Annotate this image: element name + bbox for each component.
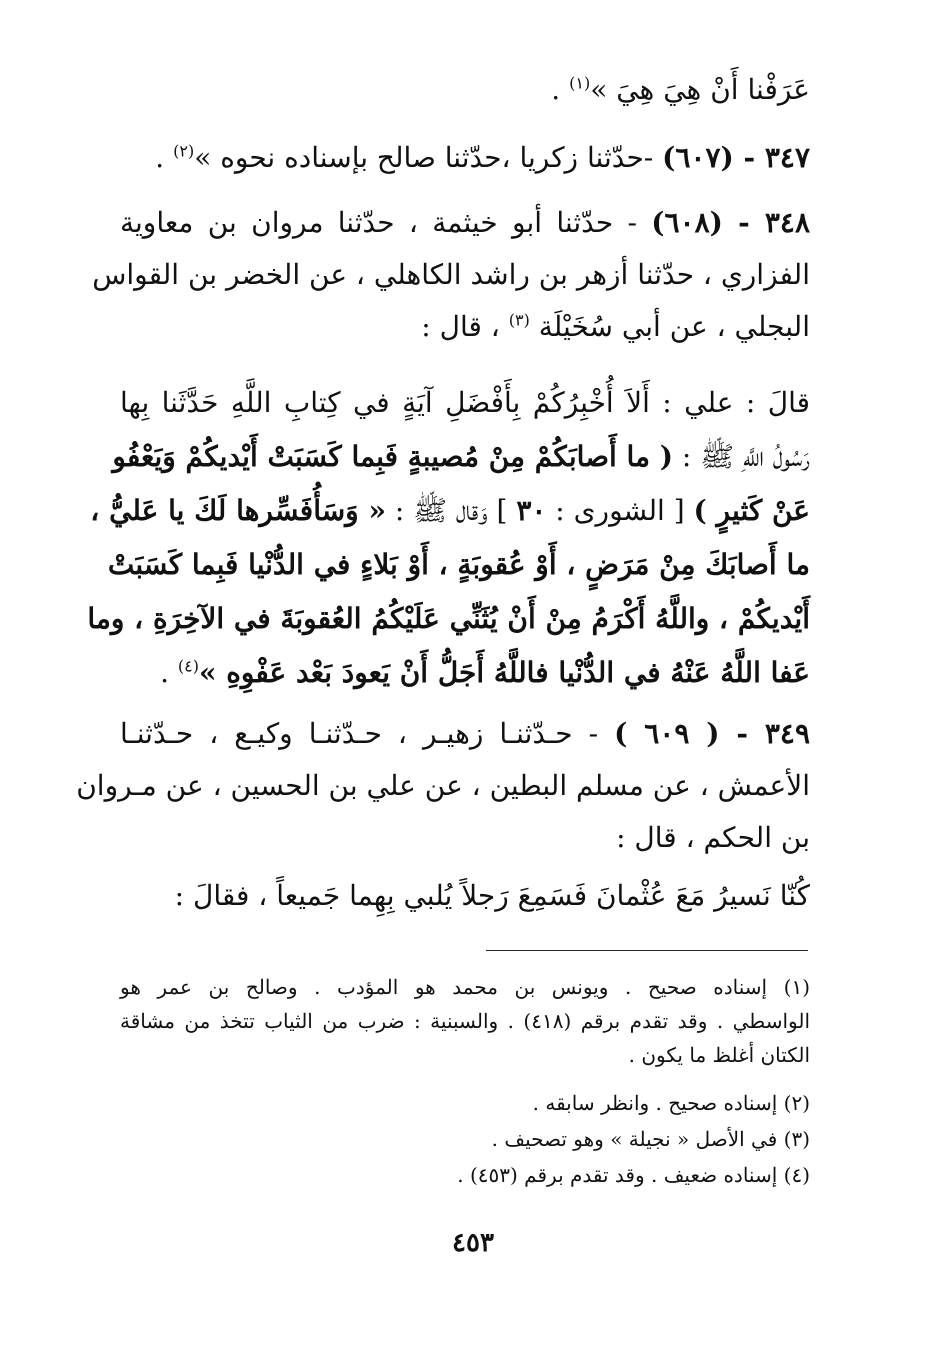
footnote-ref-2: (٢): [173, 141, 195, 161]
hadith-348-text-3: عَنْ كَثيرٍ ) [ الشورى : ٣٠ ] وَقال ﷺ : « وَسَأُفَسِّرها لَكَ يا عَليُّ ،: [90, 494, 810, 527]
hadith-348-text-5: أَيْديكُمْ ، واللَّهُ أَكْرَمُ مِنْ أَنْ يُثَنِّي عَلَيْكُمُ العُقوبَةَ في الآخِرَةِ ، وما: [87, 602, 810, 635]
hadith-348-text-4: ما أَصابَكَ مِنْ مَرَضٍ ، أَوْ عُقوبَةٍ ، أَوْ بَلاءٍ في الدُّنْيا فَبِما كَسَبَتْ: [107, 548, 810, 581]
hadith-349-line-2: الأعمش ، عن مسلم البطين ، عن علي بن الحسين ، عن مـروان: [76, 769, 810, 802]
hadith-348-text-1: قالَ : علي : أَلاَ أُخْبِرُكُمْ بِأَفْضَلِ آيَةٍ في كِتابِ اللَّهِ حَدَّثَنا بِها: [120, 386, 810, 419]
footnote-1-line-2: الواسطي . وقد تقدم برقم (٤١٨) . والسبنية : ضرب من الثياب تتخذ من مشاقة: [120, 1009, 811, 1033]
hadith-349-text-1: كُنّا نَسيرُ مَعَ عُثْمانَ فَسَمِعَ رَجلاً يُلبي بِهِما جَميعاً ، فقالَ :: [174, 879, 810, 912]
page-number: ٤٥٣: [452, 1228, 494, 1258]
intro-line: عَرَفْنا أَنْ هِيَ هِيَ »$^{(١)}$ .: [551, 73, 810, 106]
hadith-number: ٣٤٩ - ( ٦٠٩ ): [614, 717, 810, 750]
footnote-3: (٣) في الأصل « نجيلة » وهو تصحيف .: [491, 1127, 810, 1151]
hadith-349-line-1: ٣٤٩ - ( ٦٠٩ ) - حـدّثنـا زهيـر ، حـدّثنـا وكيـع ، حـدّثنـا: [120, 717, 810, 750]
quran-verse: ( ما أَصابَكُمْ مِنْ مُصيبةٍ فَبِما كَسَبَتْ أَيْديكُمْ وَيَعْفُو: [112, 440, 674, 473]
hadith-347: ٣٤٧ - (٦٠٧) -حدّثنا زكريا ،حدّثنا صالح بإسناده نحوه »$^{(٢)}$ .: [155, 141, 810, 174]
footnote-ref-3: (٣): [508, 310, 530, 330]
hadith-number: ٣٤٧ - (٦٠٧): [662, 141, 810, 174]
footnote-1-line-1: (١) إسناده صحيح . ويونس بن محمد هو المؤدب . وصالح بن عمر هو: [120, 975, 810, 999]
footnote-divider: [486, 950, 808, 951]
hadith-349-line-3: بن الحكم ، قال :: [616, 821, 810, 854]
hadith-348-text-6: عَفا اللَّهُ عَنْهُ في الدُّنْيا فاللَّهُ أَجَلُّ أَنْ يَعودَ بَعْد عَفْوِهِ »$^{(٤)}$ .: [160, 656, 810, 689]
footnote-1-line-3: الكتان أغلظ ما يكون .: [628, 1043, 810, 1067]
hadith-348-text-2: رَسُولُ اللَّهِ ﷺ : ( ما أَصابَكُمْ مِنْ مُصيبةٍ فَبِما كَسَبَتْ أَيْديكُمْ وَيَعْفُو: [112, 440, 810, 473]
footnote-4: (٤) إسناده ضعيف . وقد تقدم برقم (٤٥٣) .: [457, 1163, 810, 1187]
footnote-ref-1: (١): [569, 73, 591, 93]
footnote-ref-4: (٤): [177, 656, 199, 676]
hadith-348-line-2: الفزاري ، حدّثنا أزهر بن راشد الكاهلي ، عن الخضر بن القواس: [92, 258, 810, 291]
hadith-348-line-1: ٣٤٨ - (٦٠٨) - حدّثنا أبو خيثمة ، حدّثنا مروان بن معاوية: [120, 206, 810, 239]
footnote-2: (٢) إسناده صحيح . وانظر سابقه .: [532, 1091, 810, 1115]
hadith-348-line-3: البجلي ، عن أبي سُخَيْلَة $^{(٣)}$ ، قال :: [421, 310, 810, 343]
hadith-number: ٣٤٨ - (٦٠٨): [651, 206, 810, 239]
